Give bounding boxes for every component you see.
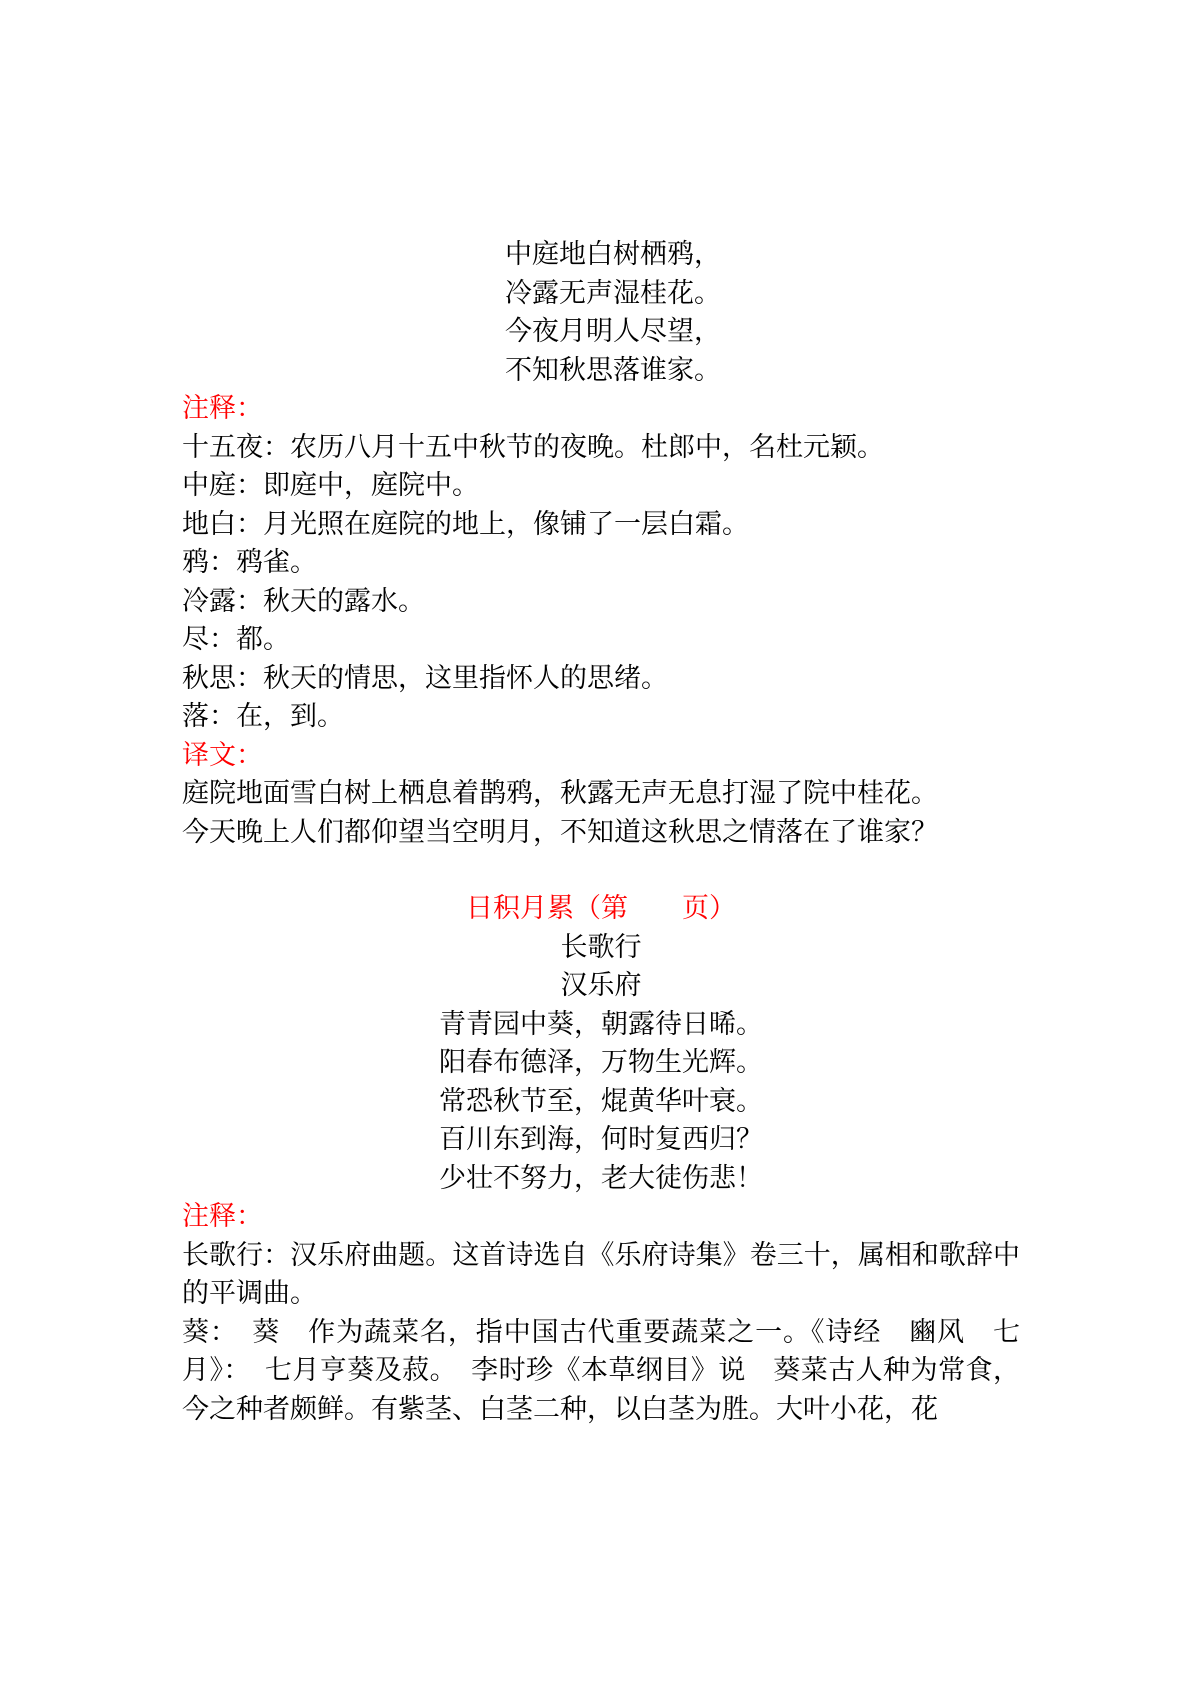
note-item: 冷露：秋天的露水。: [182, 585, 425, 617]
notes-heading: 注释：: [182, 393, 263, 424]
poem-line: 青青园中葵，朝露待日晞。: [439, 1008, 763, 1040]
note-item: 葵： 葵 作为蔬菜名，指中国古代重要蔬菜之一。《诗经 豳风 七月》： 七月亨葵及菽。 李时珍《本草纲目》说 葵菜古人种为常食，今之种者颇鲜。有紫茎、白茎二种，以白茎为胜。大叶小花，花: [182, 1316, 1020, 1425]
notes-heading: 注释：: [182, 1201, 263, 1232]
notes-list: [182, 1237, 1020, 1430]
page-content: [182, 236, 1020, 1429]
translation-text: [182, 775, 1020, 852]
note-item: 尽：都。: [182, 624, 290, 655]
translation-line: 庭院地面雪白树上栖息着鹊鸦，秋露无声无息打湿了院中桂花。: [182, 778, 938, 809]
note-item: 鸦：鸦雀。: [182, 547, 317, 578]
notes-list: [182, 429, 1020, 737]
poem-mid-autumn: [182, 236, 1020, 390]
poem-line: 常恐秋节至，焜黄华叶衰。: [439, 1085, 763, 1117]
poem-line: 不知秋思落谁家。: [505, 354, 721, 386]
poem-line: 少壮不努力，老大徒伤悲！: [439, 1162, 763, 1194]
note-item: 地白：月光照在庭院的地上，像铺了一层白霜。: [182, 508, 749, 540]
poem-author: 汉乐府: [560, 970, 642, 1001]
poem-title: 长歌行: [560, 931, 642, 963]
poem-line: 中庭地白树栖鸦，: [505, 239, 721, 270]
note-item: 中庭：即庭中，庭院中。: [182, 470, 479, 501]
section-spacer: [182, 852, 1020, 890]
section-heading: 日积月累（第 页）: [466, 893, 736, 924]
poem-line: 今夜月明人尽望，: [505, 316, 721, 347]
poem-long-song: [182, 1006, 1020, 1199]
poem-line: 冷露无声湿桂花。: [505, 277, 721, 309]
note-item: 长歌行：汉乐府曲题。这首诗选自《乐府诗集》卷三十，属相和歌辞中的平调曲。: [182, 1239, 1020, 1309]
poem-line: 百川东到海，何时复西归？: [439, 1124, 763, 1155]
translation-line: 今天晚上人们都仰望当空明月，不知道这秋思之情落在了谁家？: [182, 816, 938, 848]
note-item: 十五夜：农历八月十五中秋节的夜晚。杜郎中，名杜元颖。: [182, 431, 884, 463]
poem-line: 阳春布德泽，万物生光辉。: [439, 1047, 763, 1078]
note-item: 秋思：秋天的情思，这里指怀人的思绪。: [182, 662, 668, 694]
note-item: 落：在，到。: [182, 701, 344, 732]
translation-heading: 译文：: [182, 739, 263, 771]
